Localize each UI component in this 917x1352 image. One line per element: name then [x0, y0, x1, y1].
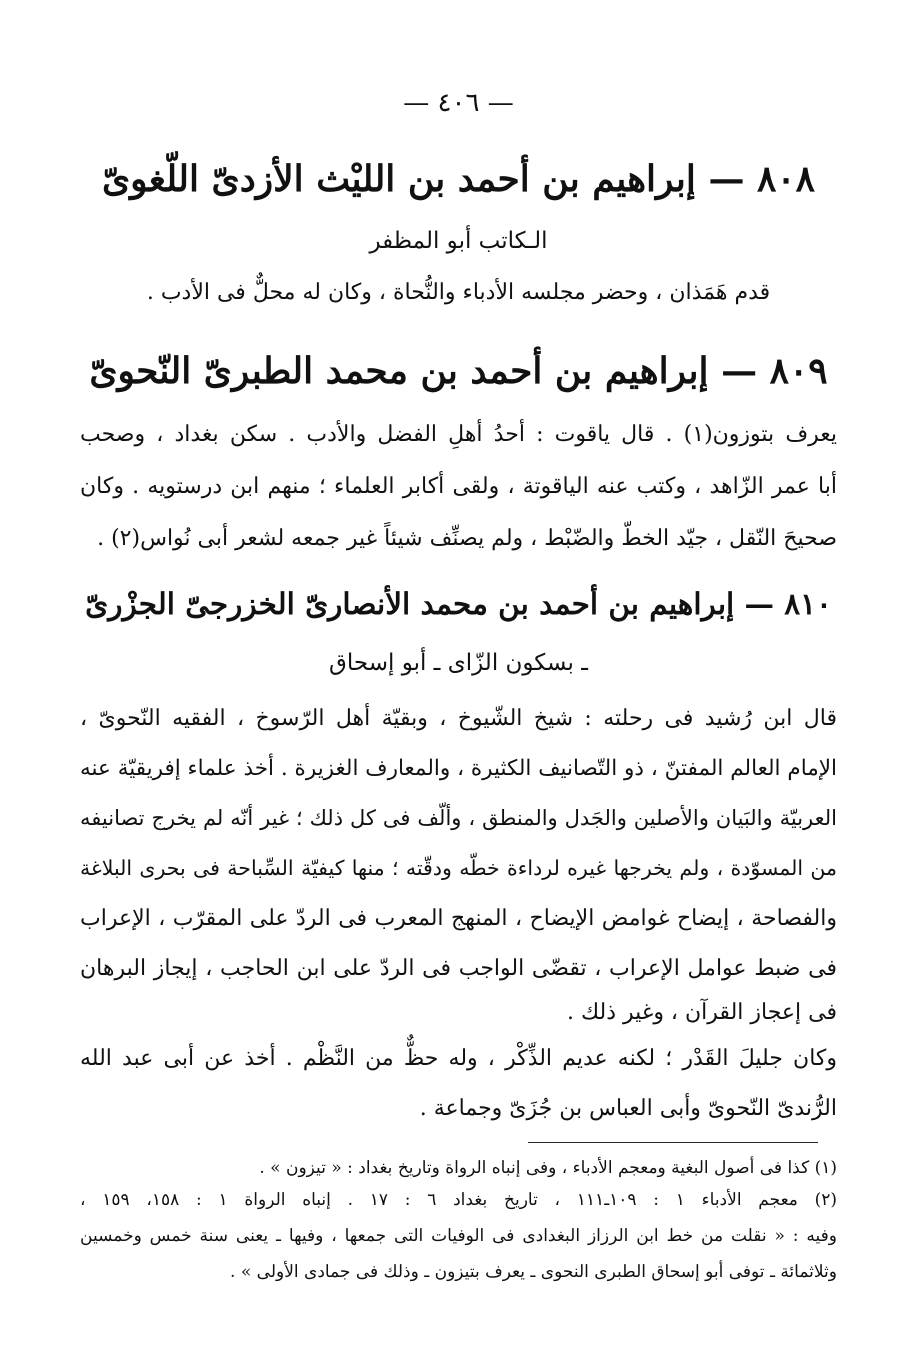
- entry-808-title: ٨٠٨ — إبراهيم بن أحمد بن الليْث الأزدىّ اللّغوىّ: [101, 158, 816, 200]
- entry-810-line-6: فى ضبط عوامل الإعراب ، تقضّى الواجب فى الردّ على ابن الحاجب ، إيجاز البرهان: [80, 956, 837, 981]
- entry-810-line-4: من المسوّدة ، ولم يخرجها غيره لرداءة خطّه ودقّته ؛ منها كيفيّة السِّباحة فى بحرى البلاغة: [80, 856, 837, 880]
- entry-809-line-2: أبا عمر الزّاهد ، وكتب عنه الياقوتة ، ولقى أكابر العلماء ؛ منهم ابن درستويه . وكان: [80, 474, 837, 499]
- entry-809-title: ٨٠٩ — إبراهيم بن أحمد بن محمد الطبرىّ النّحوىّ: [89, 350, 828, 392]
- page-number: — ٤٠٦ —: [403, 88, 514, 118]
- entry-809-line-3: صحيحَ النّقل ، جيّد الخطّ والضّبْط ، ولم يصنِّف شيئاً غير جمعه لشعر أبى نُواس(٢) .: [97, 526, 837, 551]
- entry-809-line-1: يعرف بتوزون(١) . قال ياقوت : أحدُ أهلِ الفضل والأدب . سكن بغداد ، وصحب: [80, 422, 837, 447]
- entry-810-line-7: فى إعجاز القرآن ، وغير ذلك .: [567, 1000, 837, 1025]
- footnote-2-line-2: وفيه : « نقلت من خط ابن الرزاز البغدادى فى الوفيات التى جمعها ، وفيها ـ يعنى سنة خمس وخمسين: [80, 1226, 837, 1246]
- footnote-2-line-3: وثلاثمائة ـ توفى أبو إسحاق الطبرى النحوى ـ يعرف بتيزون ـ وذلك فى جمادى الأولى » .: [230, 1262, 837, 1282]
- entry-810-line-3: العربيّة والبَيان والأصلين والجَدل والمنطق ، وألّف فى كل ذلك ؛ غير أنّه لم يخرج تصانيفه: [80, 806, 837, 830]
- entry-810-line-9: الرُّندىّ النّحوىّ وأبى العباس بن جُزَىّ وجماعة .: [419, 1096, 837, 1121]
- entry-808-line-1: قدم هَمَذان ، وحضر مجلسه الأدباء والنُّحاة ، وكان له محلٌّ فى الأدب .: [146, 280, 771, 305]
- entry-810-line-2: الإمام العالم المفتنّ ، ذو التّصانيف الكثيرة ، والمعارف الغزيرة . أخذ علماء إفريقيّة عنه: [80, 756, 837, 781]
- entry-810-title: ٨١٠ — إبراهيم بن أحمد بن محمد الأنصارىّ الخزرجىّ الجزْرىّ: [85, 586, 832, 621]
- footnote-2-line-1: (٢) معجم الأدباء ١ : ١٠٩ـ١١١ ، تاريخ بغداد ٦ : ١٧ . إنباه الرواة ١ : ١٥٨، ١٥٩ ،: [80, 1190, 838, 1210]
- entry-810-subtitle: ـ بسكون الزّاى ـ أبو إسحاق: [329, 650, 588, 676]
- entry-810-line-8: وكان جليلَ القَدْر ؛ لكنه عديم الذِّكْر ، وله حظٌّ من النَّظْم . أخذ عن أبى عبد الله: [80, 1046, 837, 1071]
- entry-810-line-1: قال ابن رُشيد فى رحلته : شيخ الشّيوخ ، وبقيّة أهل الرّسوخ ، الفقيه النّحوىّ ،: [80, 706, 837, 731]
- footnote-1: (١) كذا فى أصول البغية ومعجم الأدباء ، وفى إنباه الرواة وتاريخ بغداد : « تيزون » .: [259, 1158, 837, 1178]
- entry-808-subtitle: الـكاتب أبو المظفر: [369, 228, 548, 254]
- entry-810-line-5: والفصاحة ، إيضاح غوامض الإيضاح ، المنهج المعرب فى الردّ على المقرّب ، الإعراب: [80, 906, 837, 931]
- footnote-separator: [528, 1142, 818, 1143]
